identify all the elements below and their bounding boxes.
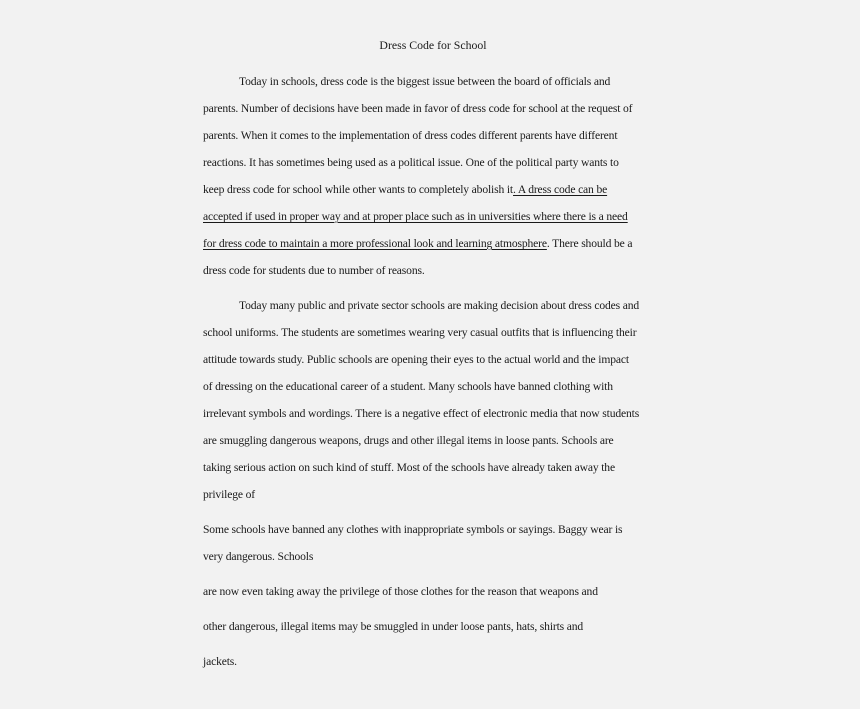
paragraph-2-line-7: taking serious action on such kind of stuff. Most of the schools have already taken away the — [203, 461, 615, 474]
paragraph-2-line-3: attitude towards study. Public schools are opening their eyes to the actual world and the impact — [203, 353, 629, 366]
paragraph-2-line-8: privilege of — [203, 488, 255, 501]
underlined-thesis-start: . A dress code can be — [513, 183, 608, 196]
paragraph-4-line-2: other dangerous, illegal items may be smuggled in under loose pants, hats, shirts and — [203, 620, 584, 633]
paragraph-2-line-1: Today many public and private sector schools are making decision about dress codes and — [239, 299, 640, 312]
underlined-thesis-line: accepted if used in proper way and at proper place such as in universities where there is a need — [203, 210, 628, 223]
paragraph-1-line-3: parents. When it comes to the implementation of dress codes different parents have different — [203, 129, 618, 142]
paragraph-2-line-6: are smuggling dangerous weapons, drugs and other illegal items in loose pants. Schools are — [203, 434, 614, 447]
paragraph-3-line-1: Some schools have banned any clothes with inappropriate symbols or sayings. Baggy wear is — [203, 523, 623, 536]
paragraph-1-line-1: Today in schools, dress code is the biggest issue between the board of officials and — [239, 75, 611, 88]
paragraph-2-line-5: irrelevant symbols and wordings. There is a negative effect of electronic media that now students — [203, 407, 640, 420]
paragraph-1-line-7-text: . There should be a — [546, 237, 633, 250]
paragraph-1-line-5 — [203, 183, 607, 197]
underlined-thesis-end: for dress code to maintain a more professional look and learning atmosphere — [203, 237, 547, 250]
paragraph-2-line-4: of dressing on the educational career of a student. Many schools have banned clothing with — [203, 380, 613, 393]
paragraph-4-line-1: are now even taking away the privilege of those clothes for the reason that weapons and — [203, 585, 598, 598]
paragraph-1-line-7 — [203, 237, 632, 251]
paragraph-4-line-3: jackets. — [203, 655, 237, 668]
paragraph-1-line-2: parents. Number of decisions have been made in favor of dress code for school at the request of — [203, 102, 633, 115]
paragraph-2-line-2: school uniforms. The students are sometimes wearing very casual outfits that is influencing their — [203, 326, 637, 339]
paragraph-3-line-2: very dangerous. Schools — [203, 550, 314, 563]
paragraph-1-line-8: dress code for students due to number of reasons. — [203, 264, 425, 277]
paragraph-1-line-5-text: keep dress code for school while other wants to completely abolish it — [203, 183, 514, 196]
paragraph-1-line-4: reactions. It has sometimes being used as a political issue. One of the political party wants to — [203, 156, 619, 169]
document-title: Dress Code for School — [379, 38, 487, 52]
